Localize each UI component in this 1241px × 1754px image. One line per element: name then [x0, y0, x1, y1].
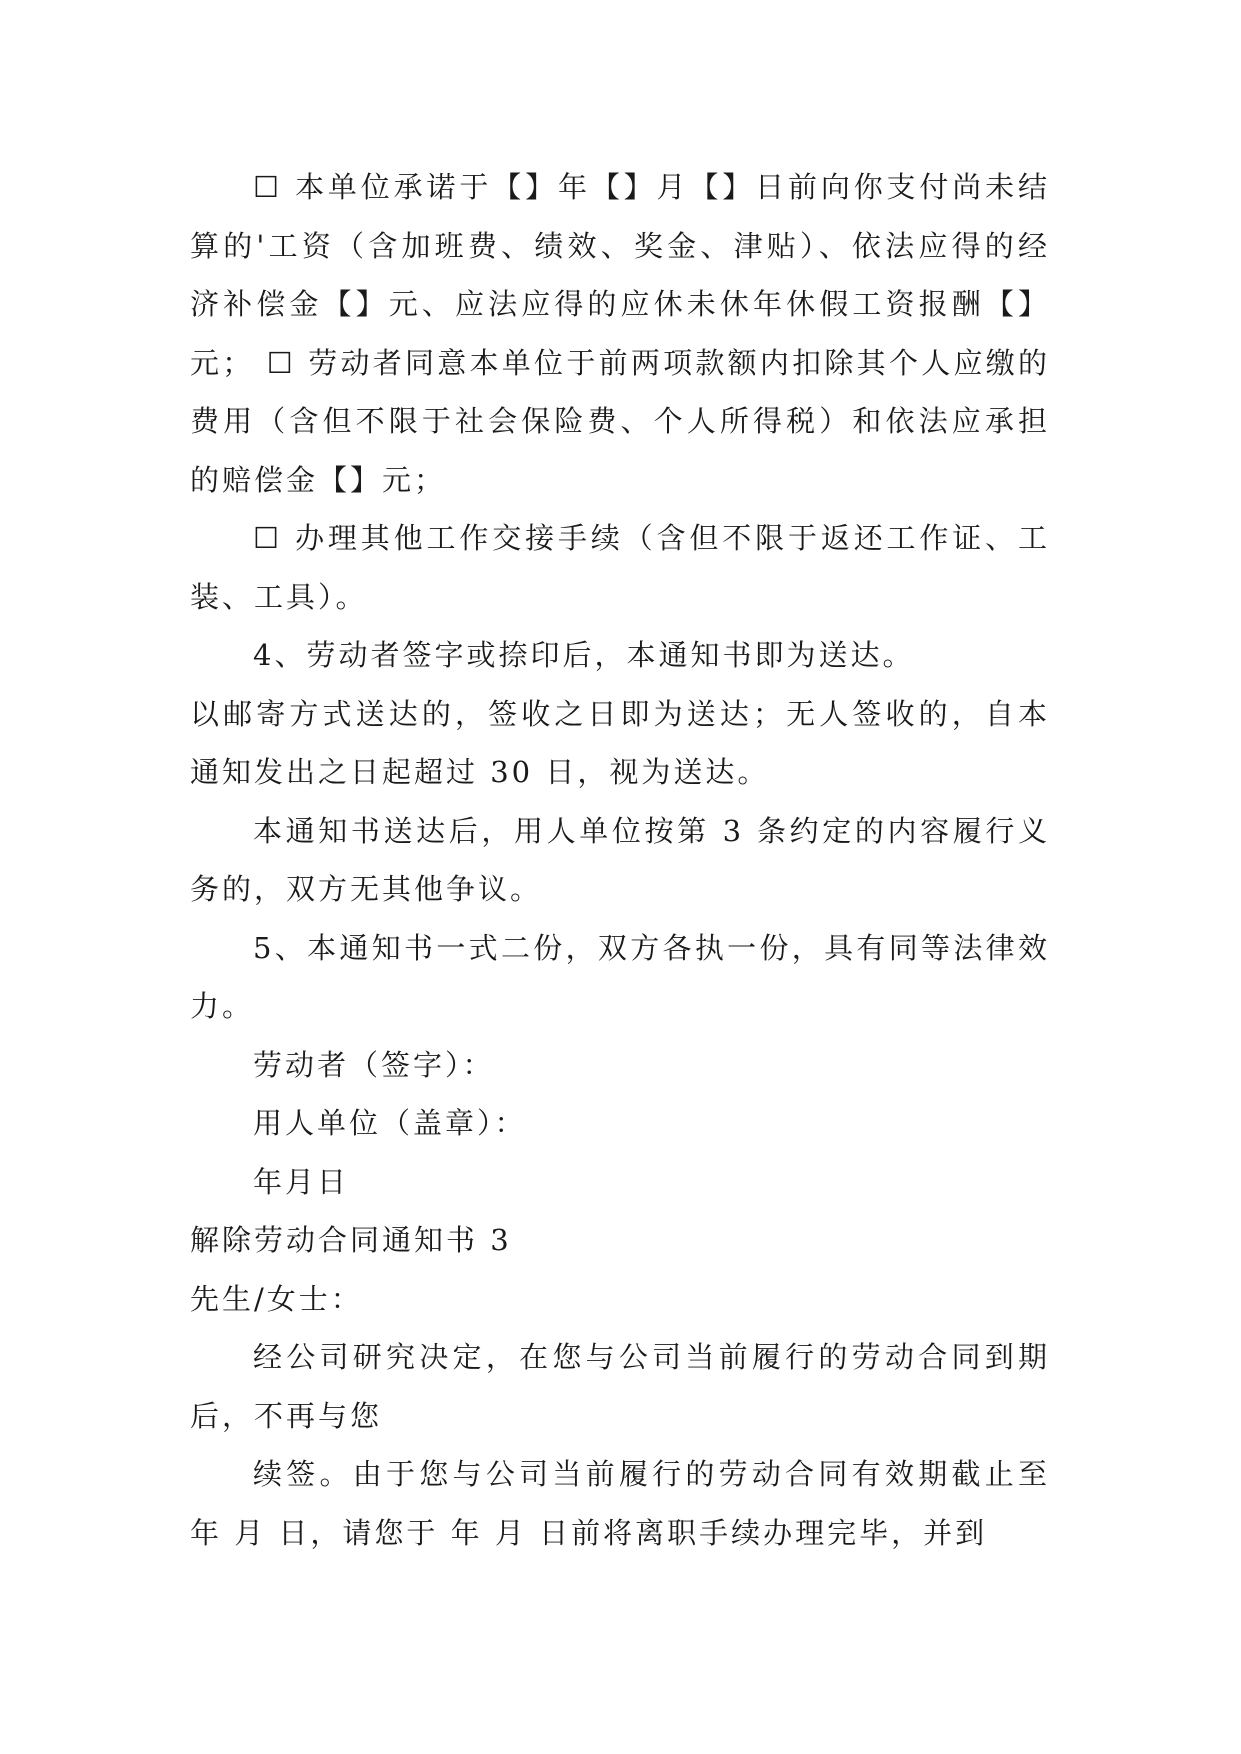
no-dispute-paragraph: 本通知书送达后，用人单位按第 3 条约定的内容履行义务的，双方无其他争议。	[190, 813, 1050, 906]
payment-commitment-paragraph: ☐ 本单位承诺于【】年【】月【】日前向你支付尚未结算的'工资（含加班费、绩效、奖金、津贴）、依法应得的经济补偿金【】元、应法应得的应休未休年休假工资报酬【】元； ☐ 劳动者同意本单位于前两项款额内扣除其个人应缴的费用（含但不限于社会保险费、个人所得税）和依法应承担的赔偿金【】元；	[190, 170, 1050, 497]
section-title: 解除劳动合同通知书 3	[190, 1223, 512, 1257]
handover-paragraph: ☐ 办理其他工作交接手续（含但不限于返还工作证、工装、工具）。	[190, 521, 1050, 614]
document-body	[190, 158, 1050, 1562]
renewal-paragraph: 续签。由于您与公司当前履行的劳动合同有效期截止至 年 月 日，请您于 年 月 日前将离职手续办理完毕，并到	[190, 1457, 1050, 1550]
salutation: 先生/女士：	[190, 1281, 363, 1316]
worker-signature-line: 劳动者（签字）：	[253, 1047, 495, 1082]
employer-seal-line: 用人单位（盖章）：	[253, 1106, 527, 1140]
clause-5-paragraph: 5、本通知书一式二份，双方各执一份，具有同等法律效力。	[190, 930, 1050, 1023]
decision-paragraph: 经公司研究决定，在您与公司当前履行的劳动合同到期后，不再与您	[190, 1340, 1050, 1433]
clause-4-paragraph: 4、劳动者签字或捺印后，本通知书即为送达。	[253, 638, 915, 672]
date-line: 年月日	[253, 1164, 350, 1199]
mail-delivery-paragraph: 以邮寄方式送达的，签收之日即为送达；无人签收的，自本通知发出之日起超过 30 日，视为送达。	[190, 696, 1050, 789]
